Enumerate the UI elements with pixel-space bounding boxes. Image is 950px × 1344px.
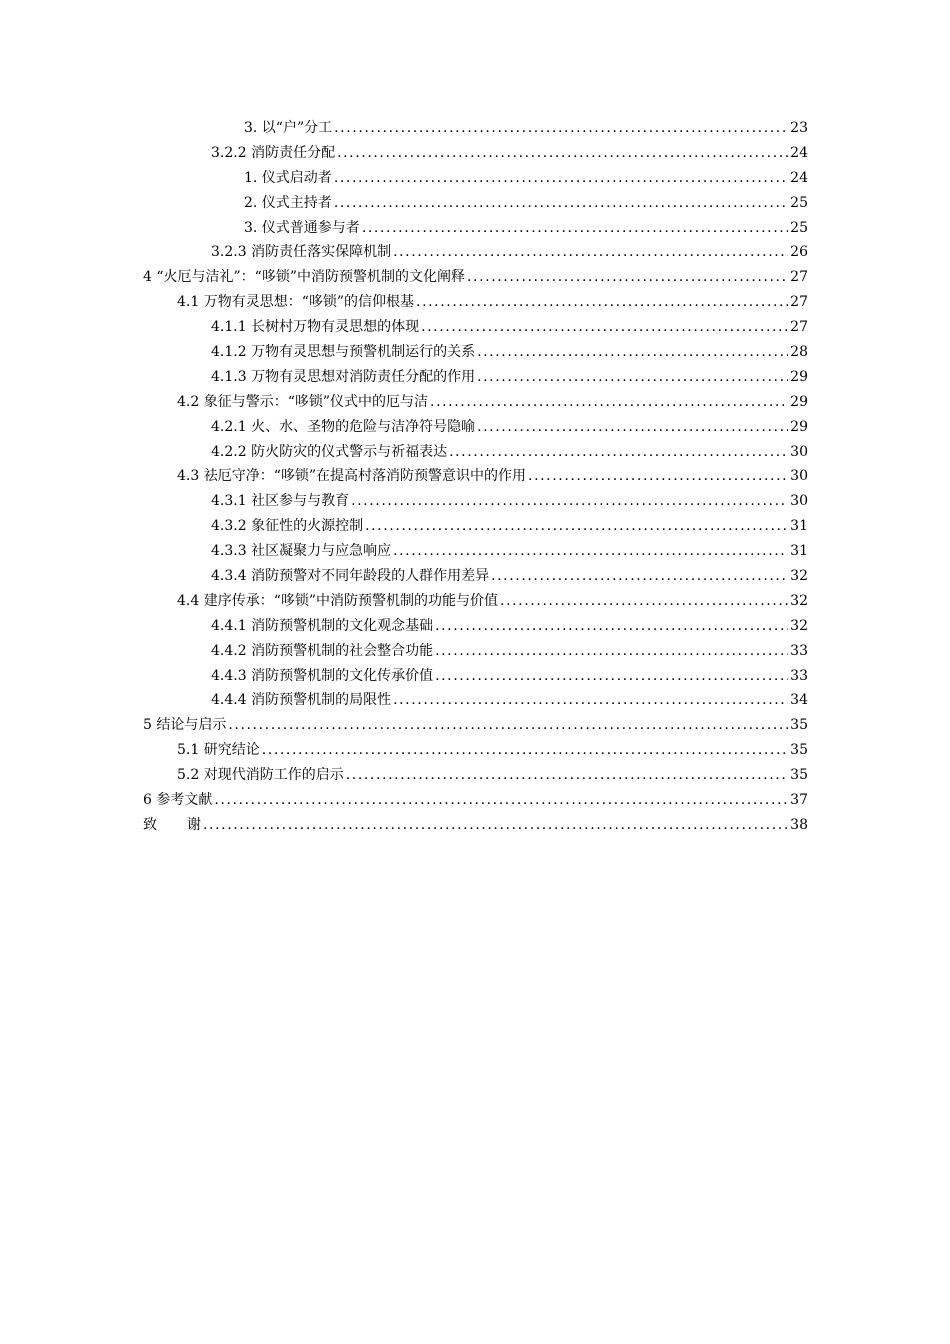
toc-entry[interactable] [143,639,808,664]
toc-entry[interactable] [143,265,808,290]
toc-entry-title: 4.3.4 消防预警对不同年龄段的人群作用差异 [211,568,490,585]
toc-entry-page: 31 [790,518,808,535]
toc-entry-title: 4.2 象征与警示：“哆锁”仪式中的厄与洁 [177,393,429,410]
toc-entry-title: 4.4 建序传承：“哆锁”中消防预警机制的功能与价值 [177,592,499,609]
toc-entry-title: 4 “火厄与洁礼”：“哆锁”中消防预警机制的文化阐释 [143,269,465,286]
toc-leader-dots [421,315,788,340]
toc-entry-page: 38 [790,816,808,833]
toc-entry-title: 4.4.2 消防预警机制的社会整合功能 [211,642,434,659]
toc-entry[interactable] [143,738,808,763]
table-of-contents [143,116,808,838]
toc-entry[interactable] [143,390,808,415]
toc-entry-page: 29 [790,393,808,410]
toc-entry-title: 4.1.2 万物有灵思想与预警机制运行的关系 [211,344,476,361]
toc-entry-title: 3.2.2 消防责任分配 [211,144,336,161]
toc-entry[interactable] [143,464,808,489]
toc-entry[interactable] [143,713,808,738]
toc-entry-page: 29 [790,368,808,385]
toc-leader-dots [491,564,788,589]
toc-entry-title: 5.2 对现代消防工作的启示 [177,767,344,784]
toc-entry-title: 4.3.2 象征性的火源控制 [211,518,364,535]
toc-entry-title: 4.2.2 防火防灾的仪式警示与祈福表达 [211,443,448,460]
toc-entry-page: 24 [790,169,808,186]
toc-entry-page: 30 [790,493,808,510]
toc-entry-page: 24 [790,144,808,161]
toc-entry-page: 32 [790,617,808,634]
toc-entry-title: 4.1.3 万物有灵思想对消防责任分配的作用 [211,368,476,385]
toc-entry-title: 5.1 研究结论 [177,742,260,759]
toc-entry-page: 26 [790,244,808,261]
toc-entry[interactable] [143,340,808,365]
toc-entry-title: 4.4.1 消防预警机制的文化观念基础 [211,617,434,634]
toc-entry-title: 1. 仪式启动者 [244,169,332,186]
toc-entry[interactable] [143,415,808,440]
toc-entry-title: 4.1 万物有灵思想：“哆锁”的信仰根基 [177,294,415,311]
toc-entry[interactable] [143,315,808,340]
toc-leader-dots [477,415,788,440]
toc-entry-title: 4.3.1 社区参与与教育 [211,493,350,510]
toc-leader-dots [351,489,788,514]
toc-entry[interactable] [143,290,808,315]
toc-entry[interactable] [143,489,808,514]
toc-entry-title: 4.1.1 长树村万物有灵思想的体现 [211,319,420,336]
toc-leader-dots [435,639,788,664]
toc-entry-page: 35 [790,767,808,784]
toc-entry-page: 25 [790,219,808,236]
toc-leader-dots [203,813,788,838]
toc-entry[interactable] [143,763,808,788]
toc-entry-page: 27 [790,294,808,311]
toc-leader-dots [228,713,788,738]
toc-leader-dots [337,141,788,166]
toc-leader-dots [430,390,788,415]
toc-entry-title: 4.3 祛厄守净：“哆锁”在提高村落消防预警意识中的作用 [177,468,527,485]
toc-entry[interactable] [143,440,808,465]
toc-entry-title: 4.4.3 消防预警机制的文化传承价值 [211,667,434,684]
toc-leader-dots [435,614,788,639]
toc-leader-dots [393,688,788,713]
toc-entry-page: 35 [790,717,808,734]
toc-entry[interactable] [143,788,808,813]
toc-leader-dots [365,514,788,539]
toc-leader-dots [334,191,788,216]
toc-entry[interactable] [143,116,808,141]
toc-entry-title: 4.2.1 火、水、圣物的危险与洁净符号隐喻 [211,418,476,435]
toc-entry-title: 6 参考文献 [143,792,213,809]
toc-entry-title: 2. 仪式主持者 [244,194,332,211]
toc-leader-dots [467,265,788,290]
toc-entry-page: 30 [790,443,808,460]
toc-leader-dots [334,166,788,191]
toc-entry-page: 23 [790,120,808,136]
toc-leader-dots [393,240,788,265]
toc-entry[interactable] [143,365,808,390]
toc-entry[interactable] [143,514,808,539]
toc-entry-page: 33 [790,667,808,684]
toc-entry[interactable] [143,141,808,166]
toc-leader-dots [416,290,788,315]
toc-entry-title: 4.3.3 社区凝聚力与应急响应 [211,543,392,560]
toc-entry[interactable] [143,539,808,564]
toc-entry-page: 37 [790,792,808,809]
toc-entry[interactable] [143,216,808,241]
toc-entry-page: 35 [790,742,808,759]
toc-entry-title: 致 谢 [143,816,201,833]
toc-leader-dots [449,440,788,465]
toc-leader-dots [393,539,788,564]
toc-leader-dots [334,116,788,141]
toc-entry-page: 25 [790,194,808,211]
toc-entry-page: 27 [790,269,808,286]
toc-entry-title: 3.2.3 消防责任落实保障机制 [211,244,392,261]
toc-leader-dots [262,738,788,763]
toc-entry-title: 5 结论与启示 [143,717,227,734]
toc-leader-dots [214,788,788,813]
toc-entry-title: 4.4.4 消防预警机制的局限性 [211,692,392,709]
toc-entry-title: 3. 仪式普通参与者 [244,219,360,236]
toc-entry-page: 29 [790,418,808,435]
toc-entry-page: 31 [790,543,808,560]
toc-entry[interactable] [143,240,808,265]
toc-entry[interactable] [143,564,808,589]
toc-entry[interactable] [143,166,808,191]
toc-entry-page: 34 [790,692,808,709]
toc-entry[interactable] [143,614,808,639]
toc-entry[interactable] [143,589,808,614]
toc-leader-dots [477,365,788,390]
toc-entry-page: 33 [790,642,808,659]
toc-entry-title: 3. 以“户”分工 [244,120,333,136]
toc-leader-dots [435,664,788,689]
toc-leader-dots [346,763,788,788]
toc-entry[interactable] [143,191,808,216]
toc-entry-page: 27 [790,319,808,336]
toc-leader-dots [477,340,788,365]
toc-entry-page: 28 [790,344,808,361]
toc-entry-page: 32 [790,568,808,585]
toc-leader-dots [528,464,788,489]
toc-entry[interactable] [143,664,808,689]
toc-entry[interactable] [143,688,808,713]
toc-entry-page: 30 [790,468,808,485]
toc-leader-dots [362,216,788,241]
toc-entry-acknowledgement[interactable] [143,813,808,838]
toc-leader-dots [500,589,788,614]
toc-entry-page: 32 [790,592,808,609]
